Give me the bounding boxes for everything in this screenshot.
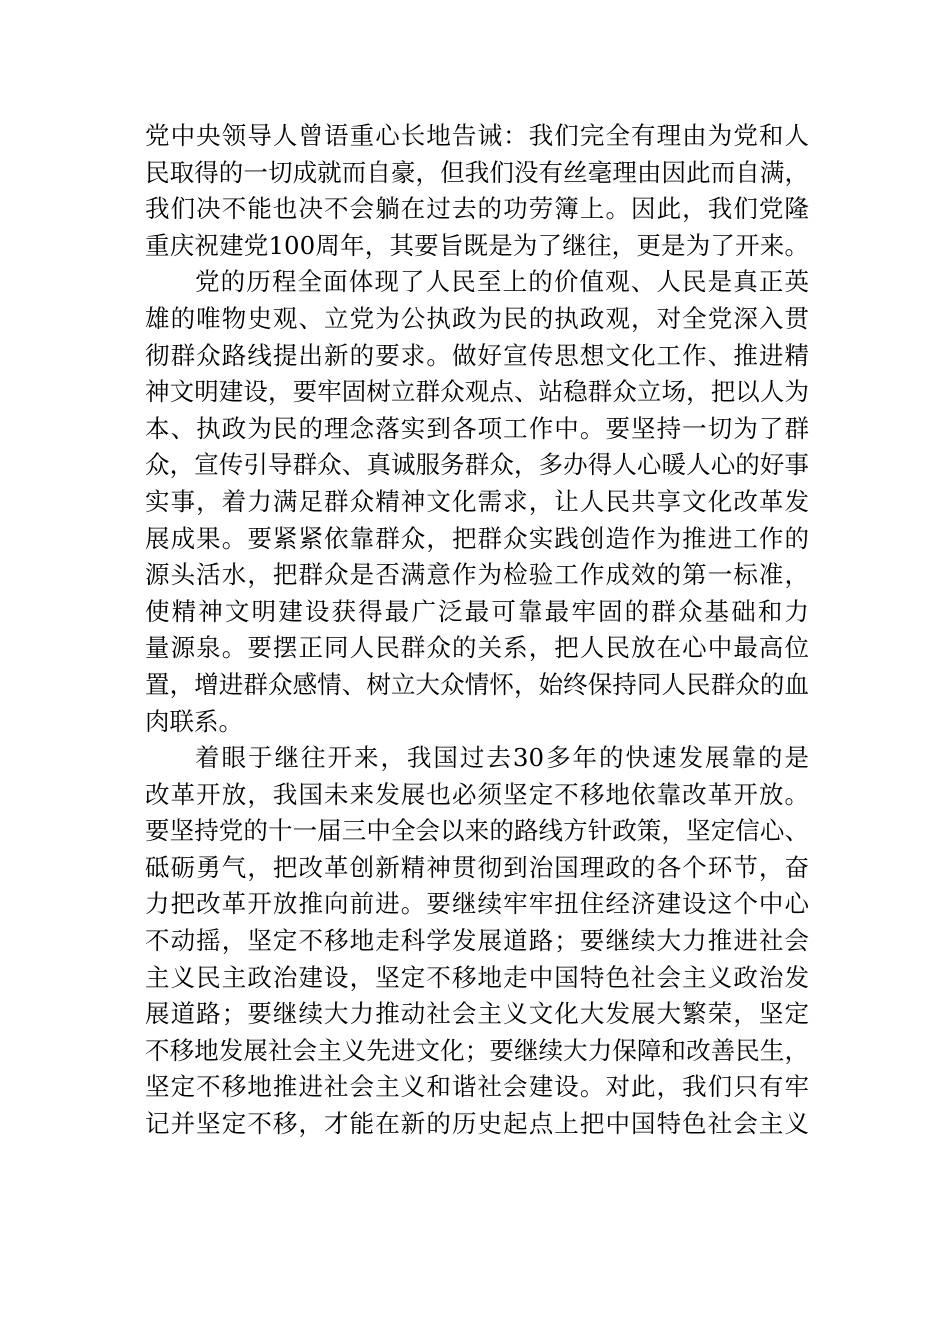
text-line: 记并坚定不移，才能在新的历史起点上把中国特色社会主义 [145, 1109, 809, 1139]
text-line: 主义民主政治建设，坚定不移地走中国特色社会主义政治发 [145, 962, 809, 992]
text-line: 党中央领导人曾语重心长地告诫：我们完全有理由为党和人 [145, 121, 809, 150]
text-line: 彻群众路线提出新的要求。做好宣传思想文化工作、推进精 [145, 340, 809, 370]
text-line: 源头活水，把群众是否满意作为检验工作成效的第一标准， [145, 560, 809, 590]
text-line: 砥砺勇气，把改革创新精神贯彻到治国理政的各个环节，奋 [145, 852, 809, 882]
text-line: 不动摇，坚定不移地走科学发展道路；要继续大力推进社会 [145, 926, 809, 956]
text-line: 坚定不移地推进社会主义和谐社会建设。对此，我们只有牢 [145, 1072, 809, 1102]
text-line: 不移地发展社会主义先进文化；要继续大力保障和改善民生， [145, 1035, 809, 1065]
text-line: 改革开放，我国未来发展也必须坚定不移地依靠改革开放。 [145, 779, 809, 809]
text-line: 民取得的一切成就而自豪，但我们没有丝毫理由因此而自满， [145, 157, 809, 187]
text-line: 实事，着力满足群众精神文化需求，让人民共享文化改革发 [145, 486, 809, 516]
text-line: 我们决不能也决不会躺在过去的功劳簿上。因此，我们党隆 [145, 194, 809, 224]
text-line: 要坚持党的十一届三中全会以来的路线方针政策，坚定信心、 [145, 816, 809, 846]
text-line: 力把改革开放推向前进。要继续牢牢扭住经济建设这个中心 [145, 889, 809, 919]
text-line: 量源泉。要摆正同人民群众的关系，把人民放在心中最高位 [145, 633, 809, 663]
text-line: 众，宣传引导群众、真诚服务群众，多办得人心暖人心的好事 [145, 450, 809, 480]
paragraph-2 [145, 264, 809, 740]
paragraph-1 [145, 118, 809, 264]
document-body [145, 118, 809, 1143]
text-line: 重庆祝建党100周年，其要旨既是为了继往，更是为了开来。 [145, 230, 809, 260]
paragraph-3 [145, 740, 809, 1143]
text-line: 使精神文明建设获得最广泛最可靠最牢固的群众基础和力 [145, 596, 809, 626]
text-line: 本、执政为民的理念落实到各项工作中。要坚持一切为了群 [145, 413, 809, 443]
text-line: 展成果。要紧紧依靠群众，把群众实践创造作为推进工作的 [145, 523, 809, 553]
text-line: 置，增进群众感情、树立大众情怀，始终保持同人民群众的血 [145, 669, 809, 699]
text-line: 党的历程全面体现了人民至上的价值观、人民是真正英 [195, 267, 809, 297]
text-line: 展道路；要继续大力推动社会主义文化大发展大繁荣，坚定 [145, 999, 809, 1029]
text-line: 神文明建设，要牢固树立群众观点、站稳群众立场，把以人为 [145, 377, 809, 407]
text-line: 肉联系。 [145, 706, 243, 736]
text-line: 雄的唯物史观、立党为公执政为民的执政观，对全党深入贯 [145, 303, 809, 333]
text-line: 着眼于继往开来，我国过去30多年的快速发展靠的是 [195, 743, 809, 773]
